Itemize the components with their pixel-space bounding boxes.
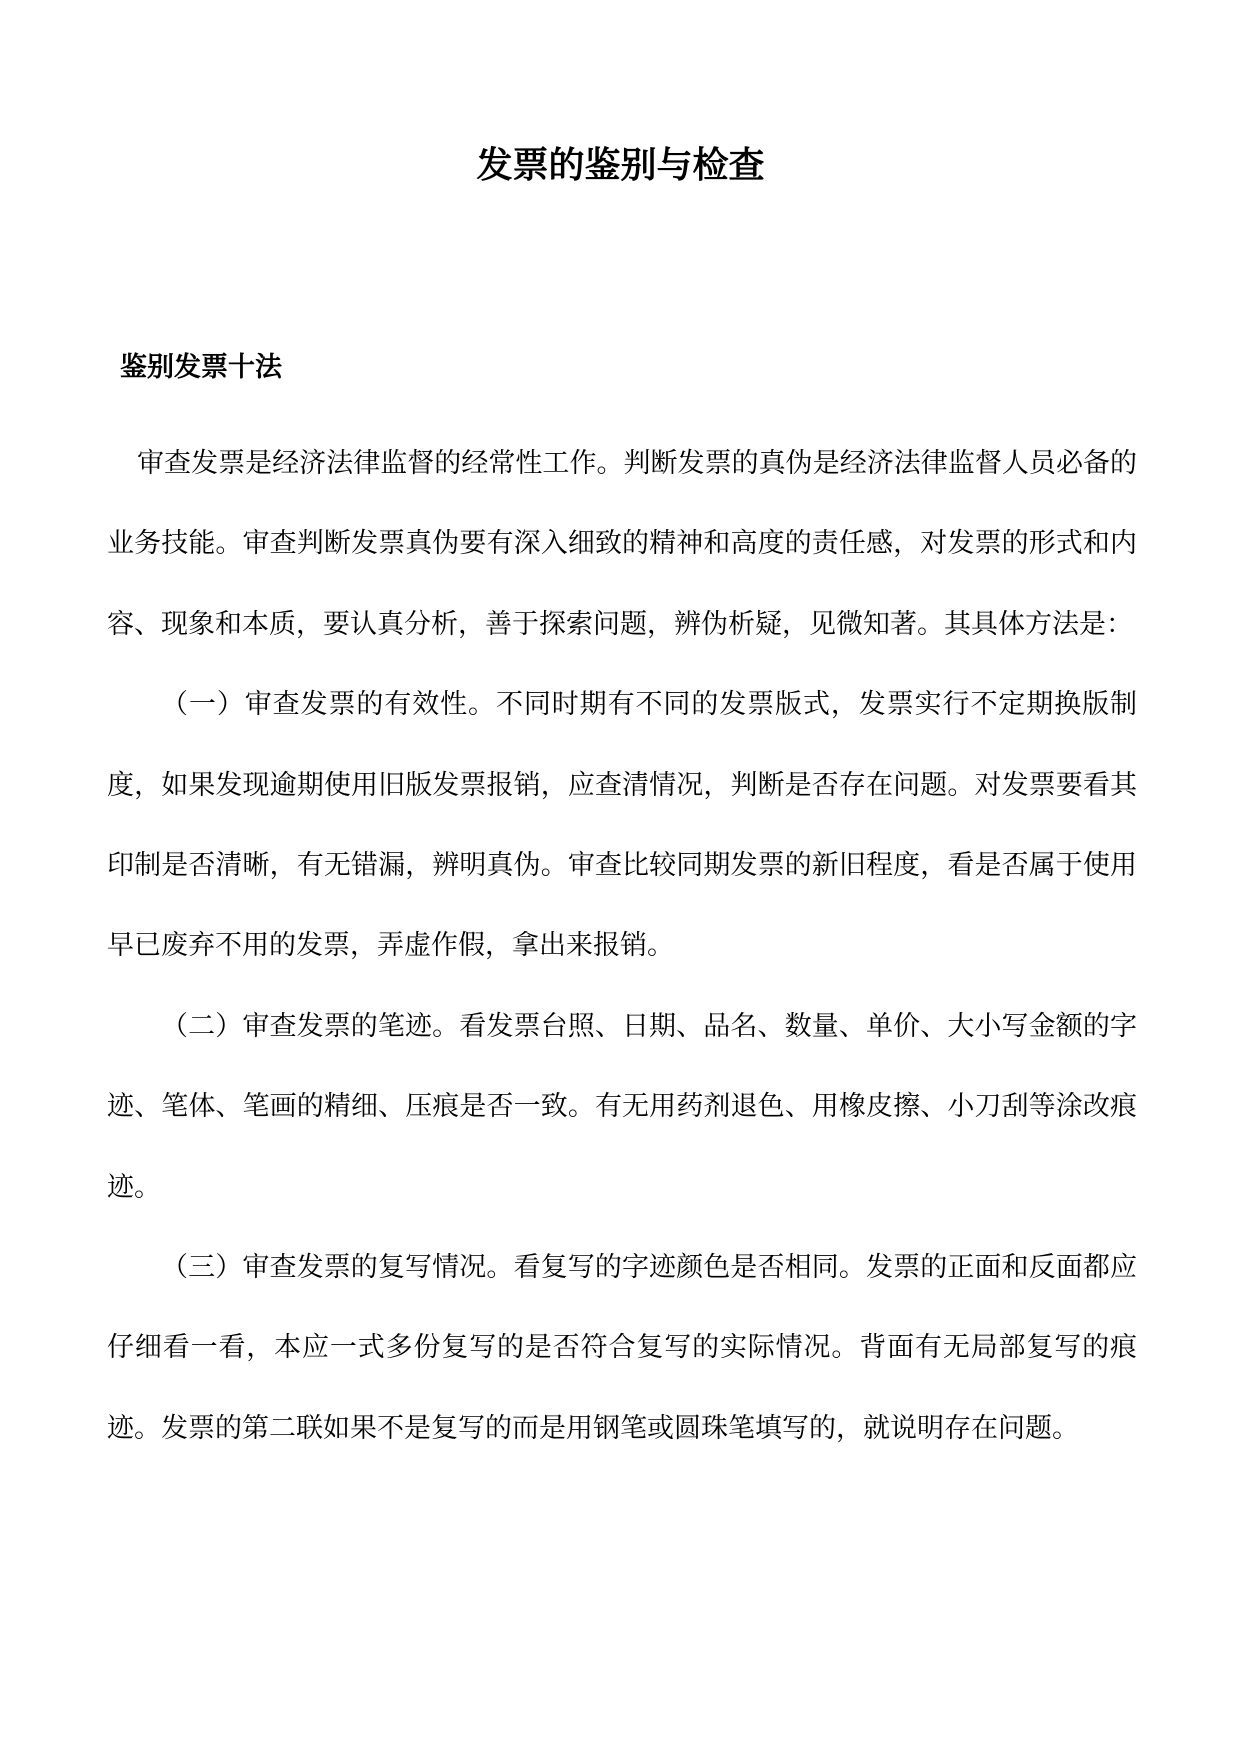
paragraph-method-2: （二）审查发票的笔迹。看发票台照、日期、品名、数量、单价、大小写金额的字迹、笔体、笔画的精细、压痕是否一致。有无用药剂退色、用橡皮擦、小刀刮等涂改痕迹。 xyxy=(107,1010,1137,1203)
document-body xyxy=(107,424,1137,1469)
paragraph-intro: 审查发票是经济法律监督的经常性工作。判断发票的真伪是经济法律监督人员必备的业务技能。审查判断发票真伪要有深入细致的精神和高度的责任感，对发票的形式和内容、现象和本质，要认真分析，善于探索问题，辨伪析疑，见微知著。其具体方法是： xyxy=(107,448,1137,640)
paragraph-method-1: （一）审查发票的有效性。不同时期有不同的发票版式，发票实行不定期换版制度，如果发现逾期使用旧版发票报销，应查清情况，判断是否存在问题。对发票要看其印制是否清晰，有无错漏，辨明真伪。审查比较同期发票的新旧程度，看是否属于使用早已废弃不用的发票，弄虚作假，拿出来报销。 xyxy=(107,689,1137,962)
document-title: 发票的鉴别与检查 xyxy=(476,145,765,186)
paragraph-method-3: （三）审查发票的复写情况。看复写的字迹颜色是否相同。发票的正面和反面都应仔细看一看，本应一式多份复写的是否符合复写的实际情况。背面有无局部复写的痕迹。发票的第二联如果不是复写的而是用钢笔或圆珠笔填写的，就说明存在问题。 xyxy=(107,1252,1137,1444)
section-heading: 鉴别发票十法 xyxy=(120,352,282,383)
